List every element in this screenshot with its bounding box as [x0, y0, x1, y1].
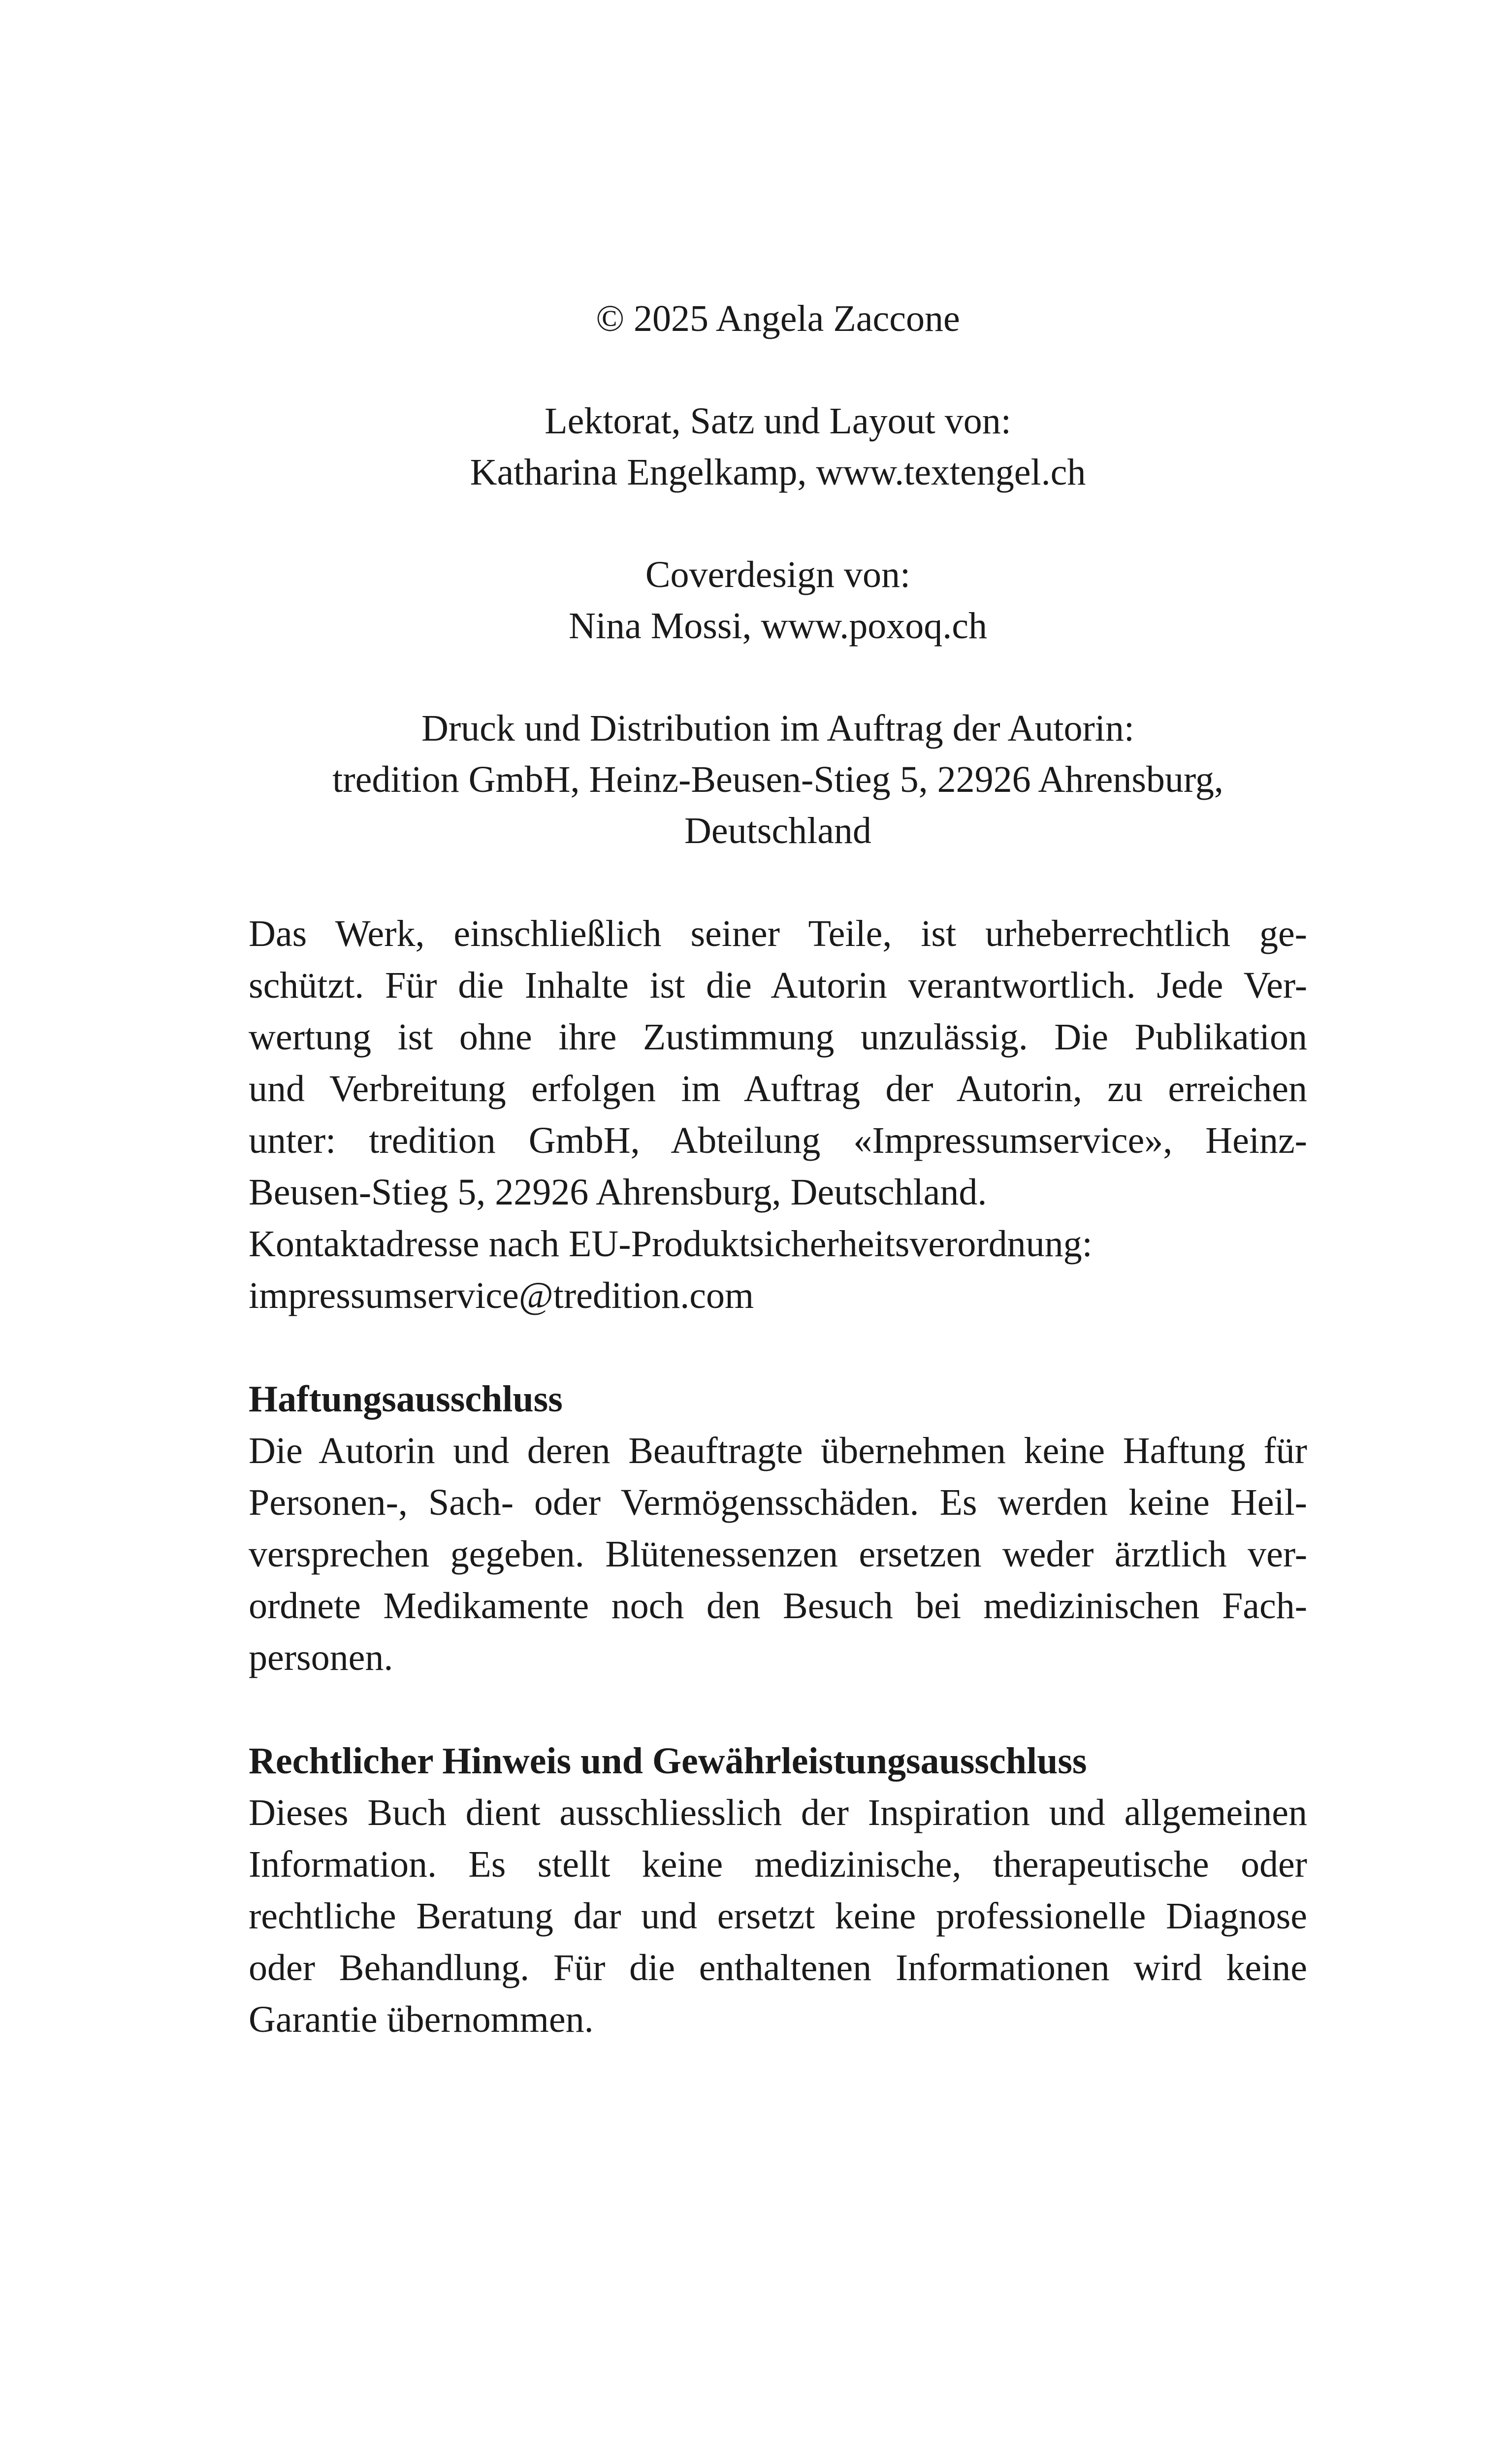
cover-design-credit: [249, 549, 1307, 651]
editing-credit-value: Katharina Engelkamp, www.textengel.ch: [470, 452, 1086, 493]
print-distribution-credit: [249, 703, 1307, 856]
contact-email: impressumservice@tredition.com: [249, 1275, 754, 1316]
imprint-page: [249, 293, 1307, 2046]
paragraph-line: unter: tredition GmbH, Abteilung «Impressumservice», Heinz-: [249, 1120, 1307, 1161]
legal-notice-heading: Rechtlicher Hinweis und Gewährleistungsausschluss: [249, 1740, 1087, 1782]
liability-heading: Haftungsausschluss: [249, 1378, 563, 1420]
paragraph-line: rechtliche Beratung dar und ersetzt keine professionelle Diagnose: [249, 1895, 1307, 1937]
paragraph-line: personen.: [249, 1637, 393, 1678]
paragraph-line: ordnete Medikamente noch den Besuch bei medizinischen Fach-: [249, 1585, 1307, 1627]
cover-design-value: Nina Mossi, www.poxoq.ch: [568, 605, 988, 647]
paragraph-line: Das Werk, einschließlich seiner Teile, ist urheberrechtlich ge-: [249, 913, 1307, 954]
paragraph-line: versprechen gegeben. Blütenessenzen ersetzen weder ärztlich ver-: [249, 1533, 1307, 1575]
legal-notice-section: [249, 1735, 1307, 2046]
paragraph-line: Die Autorin und deren Beauftragte übernehmen keine Haftung für: [249, 1430, 1307, 1471]
editing-credit-label: Lektorat, Satz und Layout von:: [545, 400, 1011, 442]
print-distribution-line: Deutschland: [684, 810, 871, 851]
copyright-line: © 2025 Angela Zaccone: [596, 298, 960, 339]
paragraph-line: Dieses Buch dient ausschliesslich der Inspiration und allgemeinen: [249, 1792, 1307, 1833]
paragraph-line: Beusen-Stieg 5, 22926 Ahrensburg, Deutschland.: [249, 1172, 987, 1213]
editing-credit: [249, 395, 1307, 498]
paragraph-line: Kontaktadresse nach EU-Produktsicherheitsverordnung:: [249, 1223, 1093, 1265]
liability-section: [249, 1373, 1307, 1684]
paragraph-line: Personen-, Sach- oder Vermögensschäden. Es werden keine Heil-: [249, 1482, 1307, 1523]
copyright-notice: [249, 293, 1307, 344]
print-distribution-line: Druck und Distribution im Auftrag der Autorin:: [421, 708, 1135, 749]
copyright-paragraph: [249, 908, 1307, 1322]
paragraph-line: wertung ist ohne ihre Zustimmung unzulässig. Die Publikation: [249, 1016, 1307, 1058]
paragraph-line: Information. Es stellt keine medizinische, therapeutische oder: [249, 1844, 1307, 1885]
paragraph-line: Garantie übernommen.: [249, 1999, 594, 2040]
paragraph-line: schützt. Für die Inhalte ist die Autorin verantwortlich. Jede Ver-: [249, 965, 1307, 1006]
cover-design-label: Coverdesign von:: [645, 554, 911, 595]
paragraph-line: und Verbreitung erfolgen im Auftrag der Autorin, zu erreichen: [249, 1068, 1307, 1109]
paragraph-line: oder Behandlung. Für die enthaltenen Informationen wird keine: [249, 1947, 1307, 1988]
print-distribution-line: tredition GmbH, Heinz-Beusen-Stieg 5, 22926 Ahrensburg,: [332, 759, 1223, 800]
